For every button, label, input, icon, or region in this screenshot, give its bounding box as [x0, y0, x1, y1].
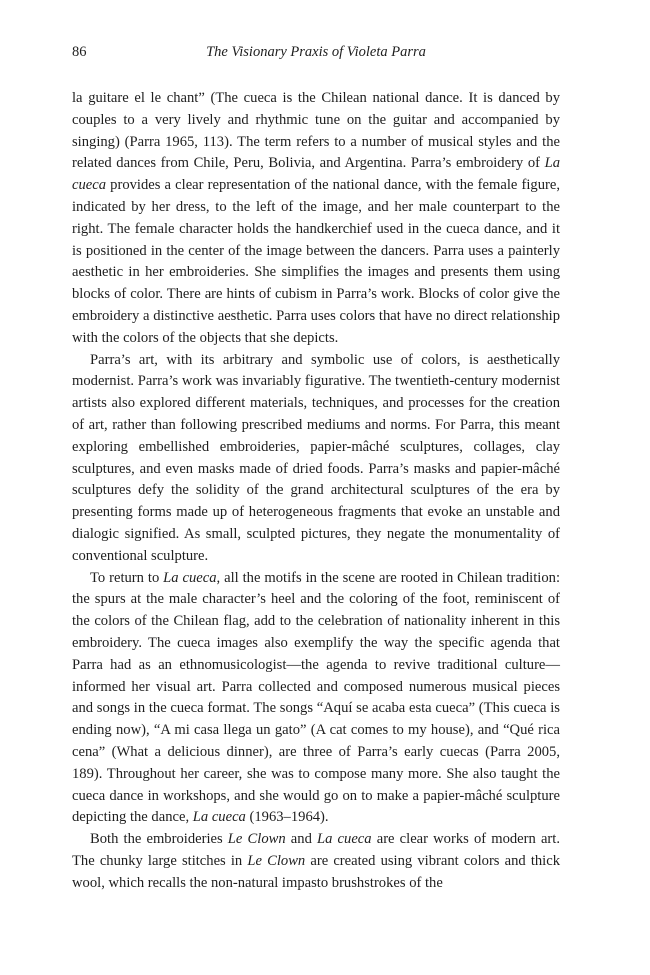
artwork-title: Le Clown — [247, 852, 306, 869]
paragraph-4 — [72, 829, 560, 894]
artwork-title: La cueca — [317, 831, 372, 848]
text-segment: la guitare el le chant” (The cueca is the Chilean national dance. It is danced by couples to a very lively and rhythmic tune on the guitar and accompanied by singing) (Parra 1965, 113). The term refers to a number of musical styles and the related dances from Chile, Peru, Bolivia, and Argentina. Parra’s embroidery of — [72, 90, 560, 172]
text-segment: , all the motifs in the scene are rooted in Chilean tradition: the spurs at the male character’s heel and the coloring of the foot, reminiscent of the colors of the Chilean flag, add to the celebration of nationality inherent in this embroidery. The cueca images also exemplify the way the specific agenda that Parra had as an ethnomusicologist—the agenda to revive traditional culture—informed her visual art. Parra collected and composed numerous musical pieces and songs in the cueca format. The songs “Aquí se acaba esta cueca” (This cueca is ending now), “A mi casa llega un gato” (A cat comes to my house), and “Qué rica cena” (What a delicious dinner), are three of Parra’s early cuecas (Parra 2005, 189). Throughout her career, she was to compose many more. She also taught the cueca dance in workshops, and she would go on to make a papier-mâché sculpture depicting the dance, — [72, 569, 560, 826]
text-segment: provides a clear representation of the national dance, with the female figure, indicated by her dress, to the left of the image, and her male counterpart to the right. The female character holds the handkerchief used in the cueca dance, and it is positioned in the center of the image between the dancers. Parra uses a painterly aesthetic in her embroideries. She simplifies the images and presents them using blocks of color. There are hints of cubism in Parra’s work. Blocks of color give the embroidery a distinctive aesthetic. Parra uses colors that have no direct relationship with the colors of the objects that she depicts. — [72, 177, 560, 346]
paragraph-1 — [72, 88, 560, 350]
running-title: The Visionary Praxis of Violeta Parra — [206, 44, 426, 60]
text-segment: are clear works of modern art. The chunky large stitches in — [72, 831, 560, 869]
text-segment: Parra’s art, with its arbitrary and symbolic use of colors, is aesthetically modernist. Parra’s work was invariably figurative. The twentieth-century modernist artists also explored different materials, techniques, and processes for the creation of art, rather than following prescribed mediums and norms. For Parra, this meant exploring embellished embroideries, papier-mâché sculptures, collages, clay sculptures, and even masks made of dried foods. Parra’s masks and papier-mâché sculptures defy the solidity of the grand architectural sculptures of the era by presenting forms made up of heterogeneous fragments that evoke an unstable and dialogic signified. As small, sculpted pictures, they negate the monumentality of conventional sculpture. — [72, 351, 560, 564]
text-segment: are created using vibrant colors and thick wool, which recalls the non-natural impasto brushstrokes of the — [72, 852, 561, 891]
running-head — [72, 44, 560, 68]
body-text — [72, 88, 560, 894]
artwork-title: La cueca — [192, 809, 246, 826]
paragraph-2 — [72, 350, 560, 568]
paragraph-3 — [72, 568, 560, 830]
text-segment: (1963–1964). — [245, 809, 329, 826]
page-number: 86 — [72, 44, 87, 60]
text-segment: and — [285, 831, 317, 848]
text-segment: To return to — [90, 569, 164, 586]
artwork-title: Le Clown — [227, 831, 286, 848]
artwork-title: La cueca — [163, 569, 217, 586]
artwork-title: La cueca — [72, 155, 560, 194]
text-segment: Both the embroideries — [90, 831, 228, 848]
